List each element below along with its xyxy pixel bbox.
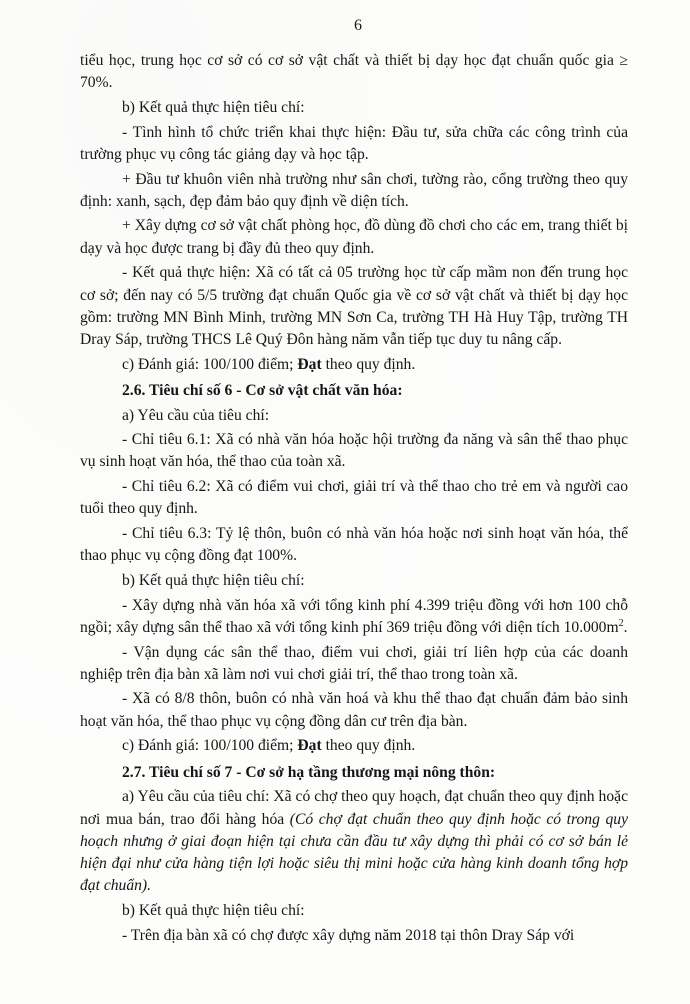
paragraph (80, 900, 628, 922)
paragraph (80, 262, 628, 351)
section-heading (80, 762, 628, 784)
paragraph (80, 169, 628, 213)
paragraph (80, 786, 628, 897)
text-run: - Xã có 8/8 thôn, buôn có nhà văn hoá và khu thể thao đạt chuẩn đảm bảo sinh hoạt văn hóa, thể thao phục vụ cộng đồng dân cư trên địa bàn. (80, 690, 628, 730)
text-run: 2.6. Tiêu chí số 6 - Cơ sở vật chất văn hóa: (122, 381, 403, 399)
text-run: theo quy định. (321, 355, 416, 373)
paragraph (80, 405, 628, 427)
paragraph (80, 354, 628, 376)
paragraph (80, 925, 628, 947)
paragraph (80, 735, 628, 757)
paragraph (80, 476, 628, 520)
paragraph (80, 50, 628, 94)
paragraph (80, 429, 628, 473)
section-heading (80, 380, 628, 402)
paragraph (80, 688, 628, 732)
text-run: - Chỉ tiêu 6.1: Xã có nhà văn hóa hoặc hội trường đa năng và sân thể thao phục vụ sinh hoạt văn hóa, thể thao của toàn xã. (80, 431, 628, 471)
text-run: 2.7. Tiêu chí số 7 - Cơ sở hạ tầng thương mại nông thôn: (122, 763, 496, 781)
text-run: - Xây dựng nhà văn hóa xã với tổng kinh phí 4.399 triệu đồng với hơn 100 chỗ ngồi; xây dựng sân thể thao xã với tổng kinh phí 369 triệu đồng với diện tích 10.000m (80, 596, 628, 636)
paragraph (80, 642, 628, 686)
paragraph (80, 570, 628, 592)
paragraph (80, 523, 628, 567)
text-run: - Vận dụng các sân thể thao, điểm vui chơi, giải trí liên hợp của các doanh nghiệp trên địa bàn xã làm nơi vui chơi giải trí, thể thao trong toàn xã. (80, 643, 628, 683)
text-run: . (623, 618, 628, 636)
text-run: - Kết quả thực hiện: Xã có tất cả 05 trường học từ cấp mầm non đến trung học cơ sở; đến nay có 5/5 trường đạt chuẩn Quốc gia về cơ sở vật chất và thiết bị dạy học gồm: trường MN Bình Minh, trường MN Sơn Ca, trường TH Hà Huy Tập, trường TH Dray Sáp, trường THCS Lê Quý Đôn hàng năm vẫn tiếp tục duy tu nâng cấp. (80, 264, 628, 348)
text-run: theo quy định. (321, 737, 416, 755)
text-run: a) Yêu cầu của tiêu chí: (122, 406, 270, 424)
text-run: - Chỉ tiêu 6.3: Tỷ lệ thôn, buôn có nhà văn hóa hoặc nơi sinh hoạt văn hóa, thể thao phục vụ cộng đồng đạt 100%. (80, 525, 628, 565)
text-run: - Tình hình tổ chức triển khai thực hiện: Đầu tư, sửa chữa các công trình của trường phục vụ công tác giảng dạy và học tập. (80, 123, 628, 163)
text-run: c) Đánh giá: 100/100 điểm; (122, 355, 298, 373)
text-run: + Đầu tư khuôn viên nhà trường như sân chơi, tường rào, cổng trường theo quy định: xanh, sạch, đẹp đảm bảo quy định về diện tích. (80, 170, 628, 210)
text-run: - Trên địa bàn xã có chợ được xây dựng năm 2018 tại thôn Dray Sáp với (122, 926, 575, 944)
text-run: tiểu học, trung học cơ sở có cơ sở vật chất và thiết bị dạy học đạt chuẩn quốc gia ≥ 70%. (80, 52, 628, 92)
text-run: Đạt (297, 737, 322, 755)
text-run: + Xây dựng cơ sở vật chất phòng học, đồ dùng đồ chơi cho các em, trang thiết bị dạy và học được trang bị đầy đủ theo quy định. (80, 217, 628, 257)
text-run: b) Kết quả thực hiện tiêu chí: (122, 98, 305, 116)
document-body (80, 50, 628, 947)
text-run: b) Kết quả thực hiện tiêu chí: (122, 901, 305, 919)
text-run: (Có chợ đạt chuẩn theo quy định hoặc có trong quy hoạch nhưng ở giai đoạn hiện tại chưa cần đầu tư xây dựng thì phải có cơ sở bán lẻ hiện đại như cửa hàng tiện lợi hoặc siêu thị mini hoặc cửa hàng kinh doanh tổng hợp đạt chuẩn). (80, 810, 629, 895)
text-run: c) Đánh giá: 100/100 điểm; (122, 737, 298, 755)
paragraph (80, 595, 628, 639)
text-run: - Chỉ tiêu 6.2: Xã có điểm vui chơi, giải trí và thể thao cho trẻ em và người cao tuổi theo quy định. (80, 478, 628, 518)
text-run: 2 (618, 617, 624, 629)
text-run: Đạt (297, 355, 322, 373)
paragraph (80, 122, 628, 166)
text-run: b) Kết quả thực hiện tiêu chí: (122, 571, 305, 589)
paragraph (80, 215, 628, 259)
paragraph (80, 97, 628, 119)
page-number: 6 (354, 17, 362, 34)
text-run: a) Yêu cầu của tiêu chí: Xã có chợ theo quy hoạch, đạt chuẩn theo quy định hoặc nơi mua bán, trao đổi hàng hóa (80, 788, 628, 828)
